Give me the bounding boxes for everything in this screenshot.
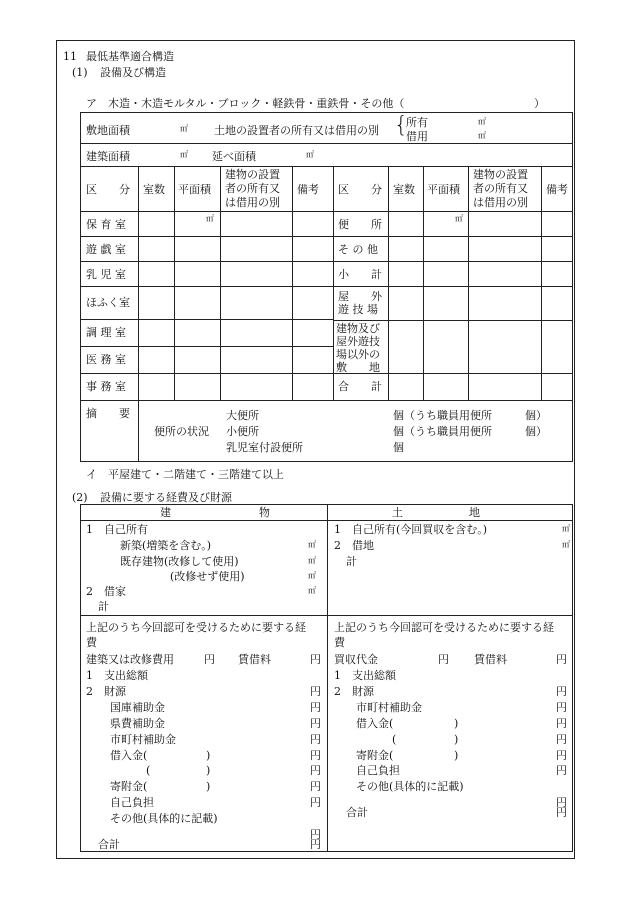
small-toilet-label: 小便所 bbox=[226, 425, 259, 438]
total-floor-label: 延べ面積 bbox=[212, 150, 256, 163]
structure-a-text: 木造・木造モルタル・ブロック・軽鉄骨・重鉄骨・その他（ bbox=[108, 97, 405, 110]
header-owner-left-2: 者の所有又 bbox=[225, 182, 280, 195]
b-donation-yen: 円 bbox=[310, 780, 321, 793]
big-toilet-count: 個（うち職員用便所 個） bbox=[393, 409, 547, 422]
toilet-area-unit: ㎡ bbox=[455, 214, 463, 223]
l-sum: 合計 bbox=[346, 806, 368, 819]
l-donation-yen: 円 bbox=[556, 749, 567, 762]
l-owned: 1 自己所有(今回買収を含む。) bbox=[334, 523, 488, 536]
b-cost-yen: 円 bbox=[204, 653, 215, 666]
section-number: 11 bbox=[63, 50, 77, 63]
row-site-1: 建物及び bbox=[336, 322, 380, 335]
b-existing: 既存建物(改修して使用) bbox=[120, 555, 239, 568]
b-prefectural-yen: 円 bbox=[310, 717, 321, 730]
b-sum-yen: 円 bbox=[310, 838, 321, 851]
land-owned-label: 所有 bbox=[406, 116, 428, 129]
row-medical-room: 医 務 室 bbox=[86, 353, 126, 366]
row-kitchen: 調 理 室 bbox=[86, 326, 126, 339]
b-self-pay-yen: 円 bbox=[310, 796, 321, 809]
b-new-unit: ㎡ bbox=[308, 540, 316, 549]
row-play-room: 遊 戯 室 bbox=[86, 243, 126, 256]
header-notes-right: 備考 bbox=[546, 183, 568, 196]
header-area-left: 平面積 bbox=[178, 183, 211, 196]
l-self-pay-yen: 円 bbox=[556, 764, 567, 777]
section-title: 最低基準適合構造 bbox=[86, 50, 174, 63]
b-loan-yen: 円 bbox=[310, 749, 321, 762]
l-funding-yen: 円 bbox=[556, 685, 567, 698]
l-municipal-yen: 円 bbox=[556, 701, 567, 714]
l-loan2-open: ( bbox=[392, 733, 397, 746]
l-owned-unit: ㎡ bbox=[562, 524, 570, 533]
b-funding-yen: 円 bbox=[310, 685, 321, 698]
row-site-3: 場以外の bbox=[336, 348, 380, 361]
l-loan2-close: ) bbox=[454, 733, 459, 746]
b-loan2-yen: 円 bbox=[310, 764, 321, 777]
header-owner-right-3: は借用の別 bbox=[473, 196, 528, 209]
land-owned-unit: ㎡ bbox=[478, 117, 486, 126]
header-area-right: 平面積 bbox=[427, 183, 460, 196]
brace-icon: { bbox=[394, 113, 408, 138]
b-sum: 合計 bbox=[98, 838, 120, 851]
l-loan-yen: 円 bbox=[556, 717, 567, 730]
land-header: 土 地 bbox=[392, 506, 480, 519]
b-national: 国庫補助金 bbox=[110, 701, 165, 714]
structure-i-text: 平屋建て・二階建て・三階建て以上 bbox=[108, 468, 284, 481]
l-cost-line1: 上記のうち今回認可を受けるために要する経 bbox=[334, 621, 554, 634]
header-owner-right-1: 建物の設置 bbox=[473, 168, 528, 181]
row-toilet: 便 所 bbox=[338, 218, 382, 231]
building-area-unit: ㎡ bbox=[180, 150, 188, 159]
building-area-label: 建築面積 bbox=[86, 150, 130, 163]
b-loan: 借入金( bbox=[110, 749, 148, 762]
b-total: 計 bbox=[98, 600, 109, 613]
l-expense-total: 1 支出総額 bbox=[334, 669, 396, 682]
header-count-left: 室数 bbox=[143, 183, 165, 196]
b-loan-close: ) bbox=[206, 749, 211, 762]
row-office: 事 務 室 bbox=[86, 380, 126, 393]
infant-toilet-count: 個 bbox=[393, 441, 404, 454]
b-existing-unit: ㎡ bbox=[308, 556, 316, 565]
b-municipal: 市町村補助金 bbox=[110, 733, 176, 746]
land-area-label: 敷地面積 bbox=[86, 124, 130, 137]
l-rent-label: 賃借料 bbox=[474, 653, 507, 666]
big-toilet-label: 大便所 bbox=[226, 409, 259, 422]
b-rent-yen: 円 bbox=[310, 653, 321, 666]
l-rent-yen: 円 bbox=[556, 653, 567, 666]
small-toilet-count: 個（うち職員用便所 個） bbox=[393, 425, 547, 438]
b-noreno-unit: ㎡ bbox=[308, 571, 316, 580]
b-donation: 寄附金( bbox=[110, 780, 148, 793]
l-donation-close: ) bbox=[454, 749, 459, 762]
b-municipal-yen: 円 bbox=[310, 733, 321, 746]
l-cost-yen: 円 bbox=[438, 653, 449, 666]
b-rented-unit: ㎡ bbox=[308, 586, 316, 595]
b-cost-line1: 上記のうち今回認可を受けるために要する経 bbox=[86, 621, 306, 634]
b-loan2-open: ( bbox=[146, 764, 151, 777]
b-funding: 2 財源 bbox=[86, 685, 126, 698]
b-owned: 1 自己所有 bbox=[86, 523, 148, 536]
row-outdoor-1: 屋 外 bbox=[338, 290, 382, 303]
row-site-2: 屋外遊技 bbox=[336, 335, 380, 348]
b-other-yen: 円 bbox=[310, 828, 321, 841]
subsection-number: (1) bbox=[72, 66, 88, 79]
toilet-status-label: 便所の状況 bbox=[154, 425, 209, 438]
summary-label: 摘 要 bbox=[86, 407, 130, 420]
l-total: 計 bbox=[346, 555, 357, 568]
b-noreno: (改修せず使用) bbox=[170, 570, 245, 583]
land-ownership-label: 土地の設置者の所有又は借用の別 bbox=[214, 124, 379, 137]
row-crawling-room: ほふく室 bbox=[86, 296, 130, 309]
b-prefectural: 県費補助金 bbox=[110, 717, 165, 730]
land-area-unit: ㎡ bbox=[180, 124, 188, 133]
nursery-area-unit: ㎡ bbox=[206, 214, 214, 223]
finance-number: (2) bbox=[72, 491, 88, 504]
b-cost-label: 建築又は改修費用 bbox=[86, 653, 174, 666]
structure-a-mark: ア bbox=[86, 97, 97, 110]
total-floor-unit: ㎡ bbox=[306, 150, 314, 159]
building-header: 建 物 bbox=[160, 506, 270, 519]
structure-i-mark: イ bbox=[86, 468, 97, 481]
header-owner-left-1: 建物の設置 bbox=[225, 168, 280, 181]
land-rented-unit: ㎡ bbox=[478, 131, 486, 140]
b-cost-line2: 費 bbox=[86, 636, 97, 649]
row-outdoor-2: 遊 技 場 bbox=[338, 303, 378, 316]
l-sum-yen: 円 bbox=[556, 806, 567, 819]
row-infant-room: 乳 児 室 bbox=[86, 268, 126, 281]
subsection-title: 設備及び構造 bbox=[100, 66, 166, 79]
l-rented-unit: ㎡ bbox=[562, 540, 570, 549]
l-self-pay: 自己負担 bbox=[356, 764, 400, 777]
l-loan2-yen: 円 bbox=[556, 733, 567, 746]
row-subtotal: 小 計 bbox=[338, 268, 382, 281]
row-nursery-room: 保 育 室 bbox=[86, 218, 126, 231]
l-loan: 借入金( bbox=[356, 717, 394, 730]
header-notes-left: 備考 bbox=[297, 183, 319, 196]
header-owner-right-2: 者の所有又 bbox=[473, 182, 528, 195]
b-rented: 2 借家 bbox=[86, 585, 126, 598]
l-cost-line2: 費 bbox=[334, 636, 345, 649]
infant-toilet-label: 乳児室付設便所 bbox=[226, 441, 303, 454]
l-loan-close: ) bbox=[454, 717, 459, 730]
header-category-right: 区 分 bbox=[338, 183, 382, 196]
l-other: その他(具体的に記載) bbox=[356, 780, 464, 793]
b-new: 新築(増築を含む。) bbox=[120, 539, 212, 552]
header-owner-left-3: は借用の別 bbox=[225, 196, 280, 209]
b-donation-close: ) bbox=[206, 780, 211, 793]
b-national-yen: 円 bbox=[310, 701, 321, 714]
l-rented: 2 借地 bbox=[334, 539, 374, 552]
land-rented-label: 借用 bbox=[406, 130, 428, 143]
row-other: そ の 他 bbox=[338, 243, 378, 256]
b-self-pay: 自己負担 bbox=[110, 796, 154, 809]
l-funding: 2 財源 bbox=[334, 685, 374, 698]
b-expense-total: 1 支出総額 bbox=[86, 669, 148, 682]
l-other-yen: 円 bbox=[556, 796, 567, 809]
finance-title: 設備に要する経費及び財源 bbox=[100, 491, 232, 504]
b-loan2-close: ) bbox=[206, 764, 211, 777]
header-category-left: 区 分 bbox=[86, 183, 130, 196]
l-donation: 寄附金( bbox=[356, 749, 394, 762]
l-cost-label: 買収代金 bbox=[334, 653, 378, 666]
row-site-4: 敷 地 bbox=[336, 361, 380, 374]
header-count-right: 室数 bbox=[393, 183, 415, 196]
structure-a-close: ） bbox=[534, 97, 545, 110]
b-other: その他(具体的に記載) bbox=[110, 812, 218, 825]
b-rent-label: 賃借料 bbox=[238, 653, 271, 666]
l-municipal: 市町村補助金 bbox=[356, 701, 422, 714]
row-total: 合 計 bbox=[338, 380, 382, 393]
